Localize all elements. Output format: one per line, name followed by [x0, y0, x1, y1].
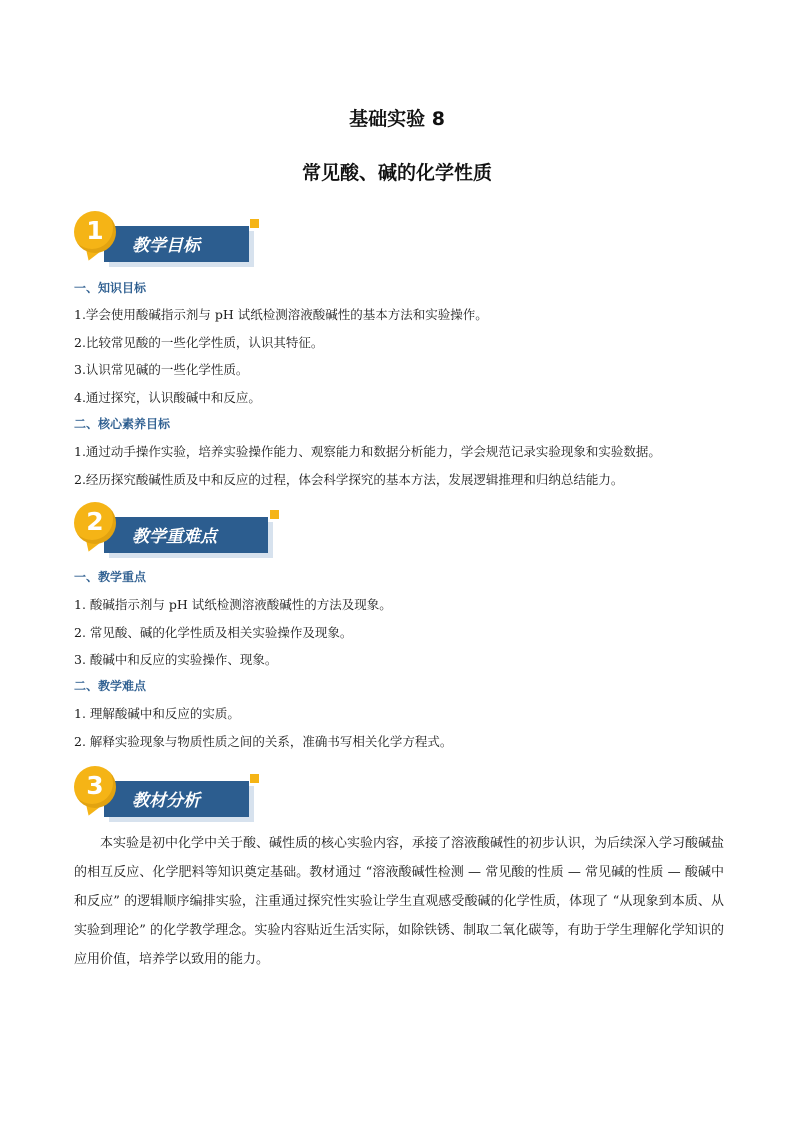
section-badge-key-difficult-points — [74, 502, 284, 560]
corner-square-icon — [270, 510, 279, 519]
section-number: 3 — [86, 771, 104, 800]
corner-square-icon — [250, 774, 259, 783]
corner-square-icon — [250, 219, 259, 228]
list-item: 1. 理解酸碱中和反应的实质。 — [74, 706, 240, 721]
group-title: 一、教学重点 — [74, 570, 147, 584]
section-heading: 教学目标 — [132, 236, 200, 256]
list-item: 3. 酸碱中和反应的实验操作、现象。 — [74, 652, 278, 667]
list-item: 2. 解释实验现象与物质性质之间的关系，准确书写相关化学方程式。 — [74, 734, 453, 749]
list-item: 3.认识常见碱的一些化学性质。 — [74, 362, 249, 377]
section-heading: 教材分析 — [132, 791, 200, 811]
group-title: 二、教学难点 — [74, 679, 147, 693]
section-badge-teaching-goals — [74, 211, 284, 269]
list-item: 2.比较常见酸的一些化学性质，认识其特征。 — [74, 335, 324, 350]
list-item: 1.通过动手操作实验，培养实验操作能力、观察能力和数据分析能力，学会规范记录实验现象和实验数据。 — [74, 444, 661, 459]
document-subtitle: 常见酸、碱的化学性质 — [301, 162, 492, 184]
group-title: 二、核心素养目标 — [74, 417, 171, 431]
group-title: 一、知识目标 — [74, 281, 147, 295]
list-item: 2. 常见酸、碱的化学性质及相关实验操作及现象。 — [74, 625, 353, 640]
document-title: 基础实验 8 — [349, 108, 445, 130]
section-number: 2 — [86, 507, 104, 536]
list-item: 4.通过探究，认识酸碱中和反应。 — [74, 390, 261, 405]
section-heading: 教学重难点 — [132, 527, 217, 547]
list-item: 1.学会使用酸碱指示剂与 pH 试纸检测溶液酸碱性的基本方法和实验操作。 — [74, 307, 488, 322]
list-item: 1. 酸碱指示剂与 pH 试纸检测溶液酸碱性的方法及现象。 — [74, 597, 392, 612]
list-item: 2.经历探究酸碱性质及中和反应的过程，体会科学探究的基本方法，发展逻辑推理和归纳总结能力。 — [74, 472, 624, 487]
section-badge-textbook-analysis — [74, 766, 284, 824]
analysis-paragraph: 本实验是初中化学中关于酸、碱性质的核心实验内容，承接了溶液酸碱性的初步认识，为后续深入学习酸碱盐的相互反应、化学肥料等知识奠定基础。教材通过 “溶液酸碱性检测 — 常见酸的性质 — 常见碱的性质 — 酸碱中和反应” 的逻辑顺序编排实验，注重通过探究性实验让学生直观感受酸碱的化学性质，体现了 “从现象到本质、从实验到理论” 的化学教学理念。实验内容贴近生活实际，如除铁锈、制取二氧化碳等，有助于学生理解化学知识的应用价值，培养学以致用的能力。 — [74, 836, 725, 967]
section-number: 1 — [86, 216, 104, 245]
